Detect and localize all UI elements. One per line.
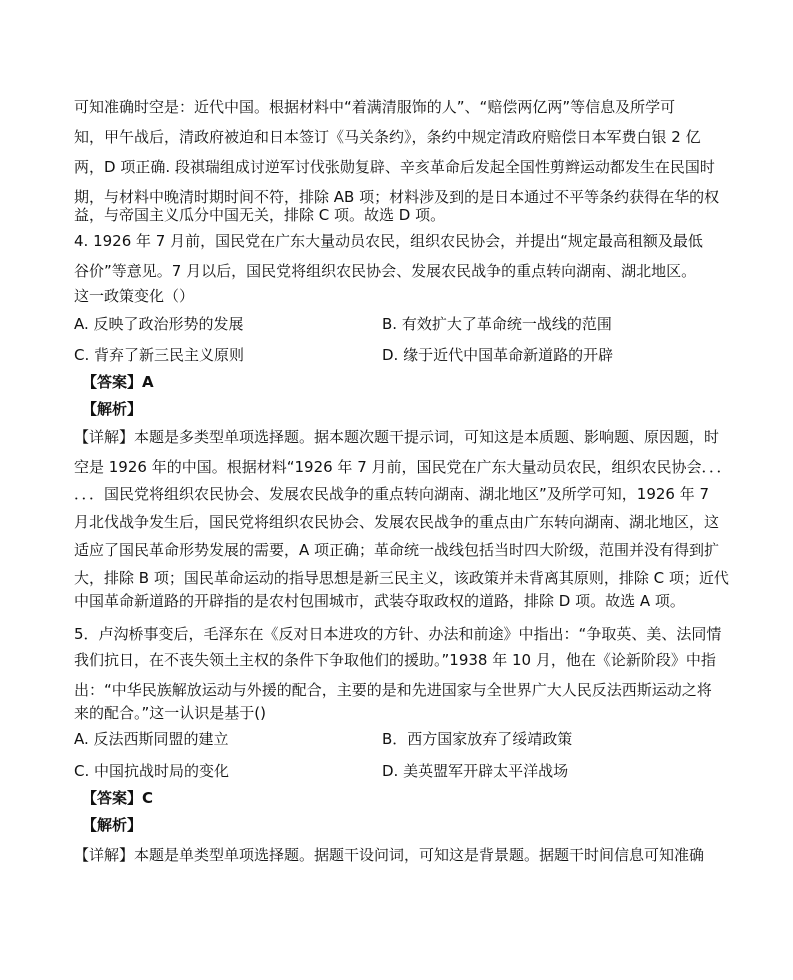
analysis-line: 益，与帝国主义瓜分中国无关，排除 C 项。故选 D 项。 — [74, 206, 446, 224]
q4-detail-line: 空是 1926 年的中国。根据材料“1926 年 7 月前，国民党在广东大量动员农民，组织农民协会．．． — [74, 458, 732, 476]
q4-option-b: B. 有效扩大了革命统一战线的范围 — [382, 315, 612, 333]
q5-option-c: C. 中国抗战时局的变化 — [74, 762, 230, 780]
q4-detail-line: 适应了国民革命形势发展的需要，A 项正确；革命统一战线包括当时四大阶级，范围并没有得到扩 — [74, 541, 720, 559]
q4-analysis-label: 【解析】 — [82, 400, 143, 418]
q4-option-d: D. 缘于近代中国革命新道路的开辟 — [382, 346, 614, 364]
q4-option-c: C. 背弃了新三民主义原则 — [74, 346, 245, 364]
q5-detail-line: 【详解】本题是单类型单项选择题。据题干设问词，可知这是背景题。据题干时间信息可知准确 — [74, 846, 705, 864]
q4-detail-line: 月北伐战争发生后，国民党将组织农民协会、发展农民战争的重点由广东转向湖南、湖北地区，这 — [74, 513, 720, 531]
q5-analysis-label: 【解析】 — [82, 816, 143, 834]
q5-answer: 【答案】C — [82, 789, 154, 807]
q5-option-d: D. 美英盟军开辟太平洋战场 — [382, 762, 569, 780]
q4-detail-line: ．．．国民党将组织农民协会、发展农民战争的重点转向湖南、湖北地区”及所学可知，1926 年 7 — [74, 485, 710, 503]
q5-stem-line: 我们抗日，在不丧失领土主权的条件下争取他们的援助。”1938 年 10 月，他在《论新阶段》中指 — [74, 651, 716, 669]
q4-detail-line: 中国革命新道路的开辟指的是农村包围城市，武装夺取政权的道路，排除 D 项。故选 A 项。 — [74, 592, 685, 610]
q4-stem-line: 这一政策变化（） — [74, 287, 195, 305]
q4-option-a: A. 反映了政治形势的发展 — [74, 315, 244, 333]
analysis-line: 知，甲午战后，清政府被迫和日本签订《马关条约》，条约中规定清政府赔偿日本军费白银 2 亿 — [74, 128, 701, 146]
q4-detail-line: 大，排除 B 项；国民革命运动的指导思想是新三民主义，该政策并未背离其原则，排除 C 项；近代 — [74, 569, 729, 587]
q4-answer: 【答案】A — [82, 373, 154, 391]
q4-stem-line: 4. 1926 年 7 月前，国民党在广东大量动员农民，组织农民协会，并提出“规定最高租额及最低 — [74, 232, 703, 250]
analysis-line: 期，与材料中晚清时期时间不符，排除 AB 项；材料涉及到的是日本通过不平等条约获得在华的权 — [74, 188, 720, 206]
q4-stem-line: 谷价”等意见。7 月以后，国民党将组织农民协会、发展农民战争的重点转向湖南、湖北地区。 — [74, 262, 697, 280]
q5-option-b: B．西方国家放弃了绥靖政策 — [382, 730, 573, 748]
q5-stem-line: 出：“中华民族解放运动与外援的配合，主要的是和先进国家与全世界广大人民反法西斯运动之将 — [74, 681, 712, 699]
q5-stem-line: 来的配合。”这一认识是基于() — [74, 704, 266, 722]
analysis-line: 可知准确时空是：近代中国。根据材料中“着满清服饰的人”、“赔偿两亿两”等信息及所学可 — [74, 98, 676, 116]
q4-detail-line: 【详解】本题是多类型单项选择题。据本题次题干提示词，可知这是本质题、影响题、原因题，时 — [74, 428, 720, 446]
q5-stem-line: 5．卢沟桥事变后，毛泽东在《反对日本进攻的方针、办法和前途》中指出：“争取英、美、法同情 — [74, 625, 722, 643]
analysis-line: 两，D 项正确. 段祺瑞组成讨逆军讨伐张勋复辟、辛亥革命后发起全国性剪辫运动都发生在民国时 — [74, 158, 715, 176]
q5-option-a: A. 反法西斯同盟的建立 — [74, 730, 229, 748]
